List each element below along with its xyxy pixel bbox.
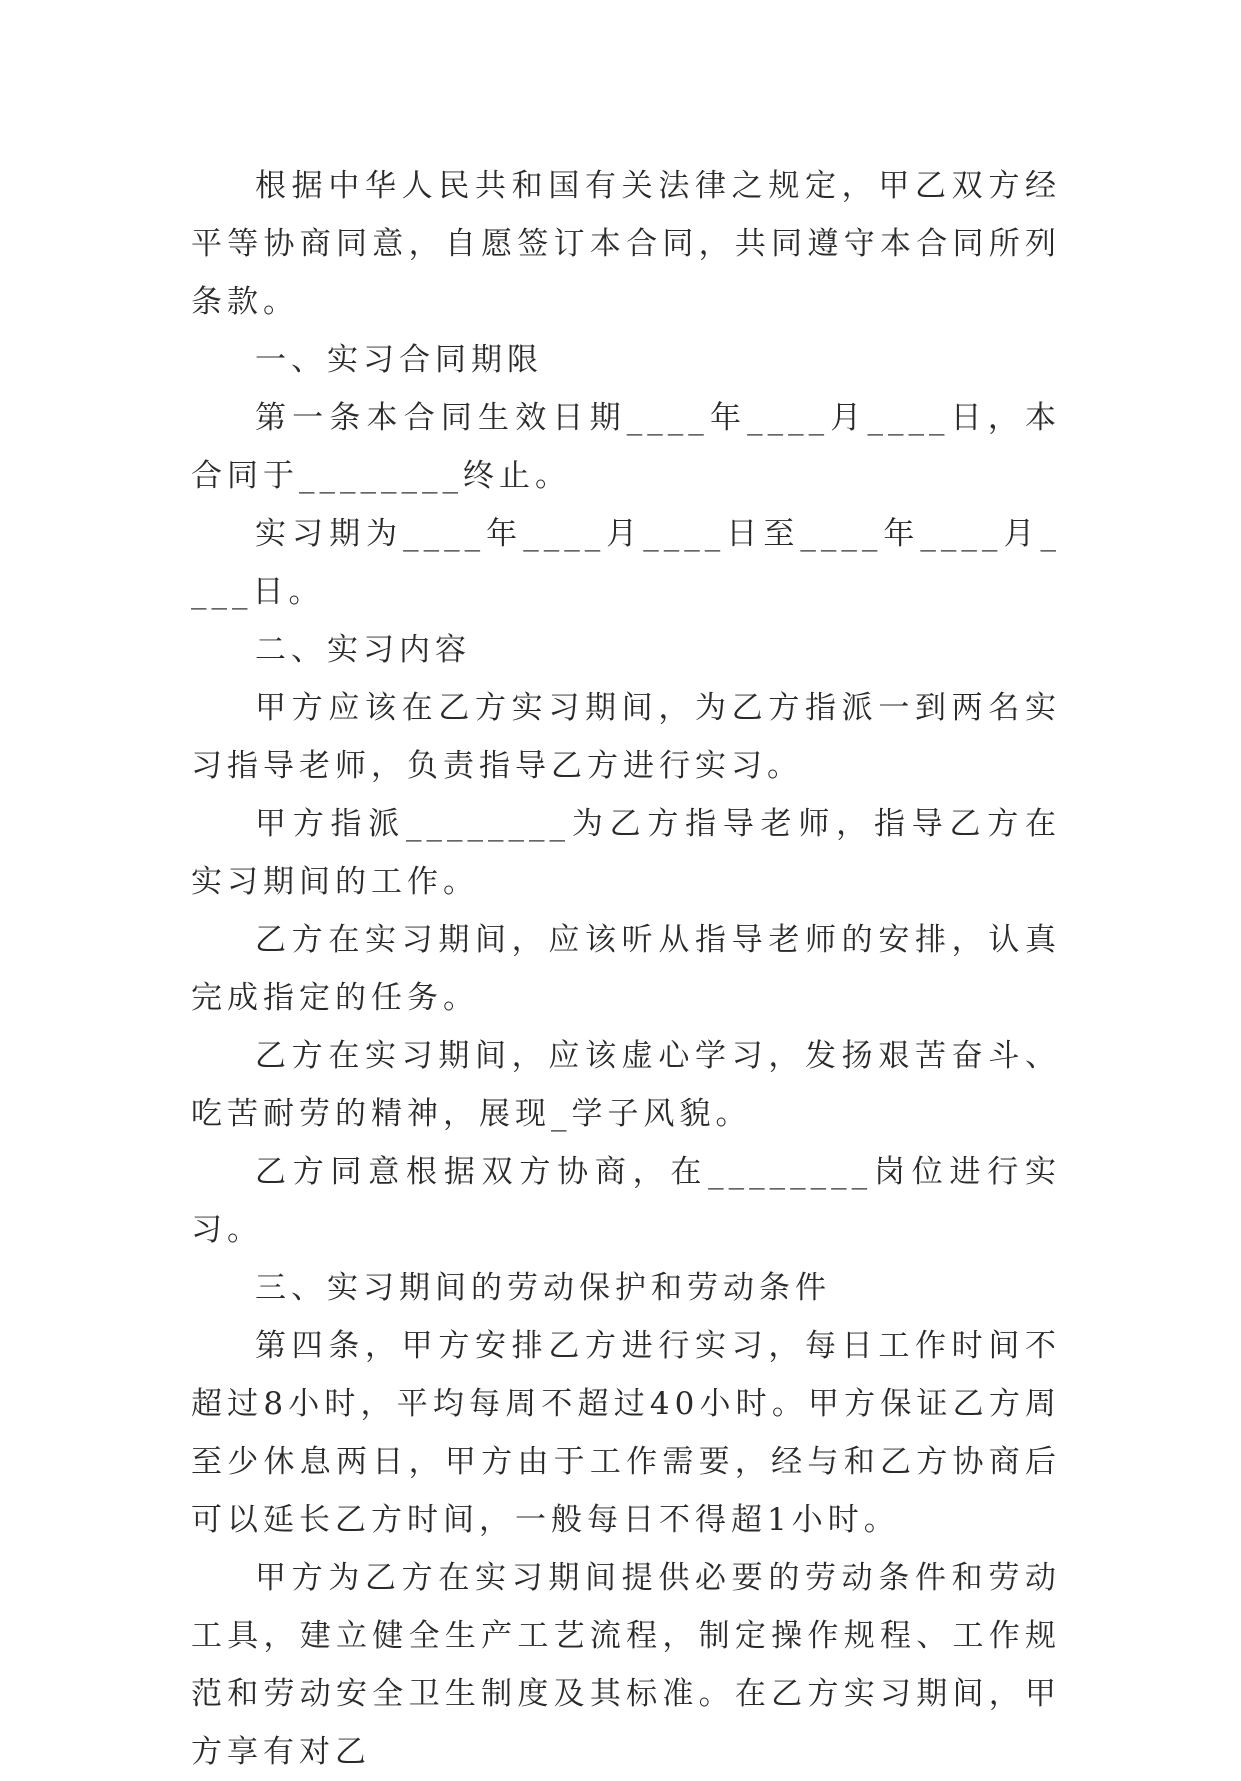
section-heading-term: 一、实习合同期限 <box>255 342 543 378</box>
paragraph-preamble: 根据中华人民共和国有关法律之规定，甲乙双方经平等协商同意，自愿签订本合同，共同遵守本合同所列条款。 <box>191 168 1061 320</box>
paragraph-assign-mentors: 甲方应该在乙方实习期间，为乙方指派一到两名实习指导老师，负责指导乙方进行实习。 <box>191 690 1061 784</box>
document-body <box>191 157 1061 1781</box>
section-heading-content: 二、实习内容 <box>255 632 471 668</box>
paragraph-article-1: 第一条本合同生效日期____年____月____日，本合同于________终止。 <box>191 400 1061 494</box>
paragraph-working-conditions: 甲方为乙方在实习期间提供必要的劳动条件和劳动工具，建立健全生产工艺流程，制定操作规程、工作规范和劳动安全卫生制度及其标准。在乙方实习期间，甲方享有对乙 <box>191 1560 1061 1770</box>
paragraph-position: 乙方同意根据双方协商，在________岗位进行实习。 <box>191 1154 1061 1248</box>
section-heading-protection: 三、实习期间的劳动保护和劳动条件 <box>255 1270 831 1306</box>
paragraph-follow-mentor: 乙方在实习期间，应该听从指导老师的安排，认真完成指定的任务。 <box>191 922 1061 1016</box>
paragraph-article-4: 第四条，甲方安排乙方进行实习，每日工作时间不超过8小时，平均每周不超过40小时。甲方保证乙方周至少休息两日，甲方由于工作需要，经与和乙方协商后可以延长乙方时间，一般每日不得超1小时。 <box>191 1328 1061 1538</box>
paragraph-mentor-name: 甲方指派________为乙方指导老师，指导乙方在实习期间的工作。 <box>191 806 1061 900</box>
paragraph-internship-period: 实习期为____年____月____日至____年____月____日。 <box>191 516 1061 610</box>
paragraph-learn-humbly: 乙方在实习期间，应该虚心学习，发扬艰苦奋斗、吃苦耐劳的精神，展现_学子风貌。 <box>191 1038 1061 1132</box>
